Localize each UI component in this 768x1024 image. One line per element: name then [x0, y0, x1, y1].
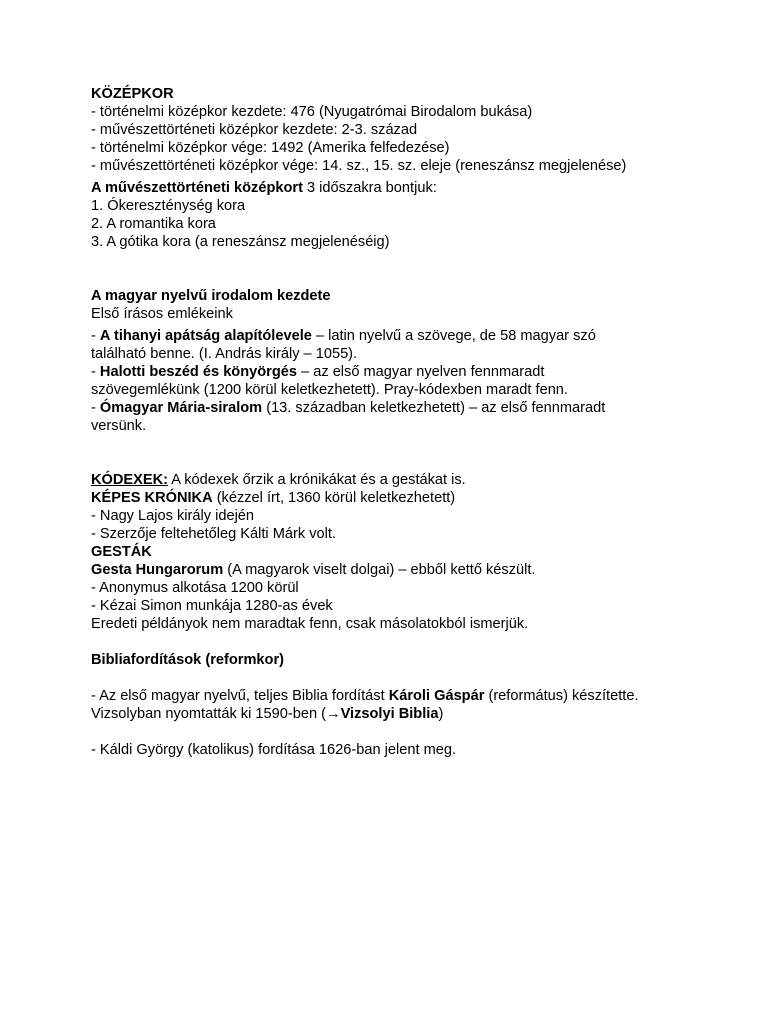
kodexek-text: A kódexek őrzik a krónikákat és a gestákat is. [168, 472, 466, 488]
periods-intro [91, 179, 731, 197]
list-item [91, 363, 731, 381]
list-item: - Szerzője feltehetőleg Kálti Márk volt. [91, 526, 336, 542]
item-text: Vizsolyban nyomtatták ki 1590-ben ( [91, 706, 326, 722]
list-item: - művészettörténeti középkor kezdete: 2-3. század [91, 122, 418, 138]
list-item: - Nagy Lajos király idején [91, 508, 255, 524]
periods-intro-bold: A művészettörténeti középkort [91, 180, 303, 196]
heading-magyar-irodalom: A magyar nyelvű irodalom kezdete [91, 288, 331, 304]
list-item: - Káldi György (katolikus) fordítása 1626-ban jelent meg. [91, 742, 457, 758]
kepes-kronika-text: (kézzel írt, 1360 körül keletkezhetett) [212, 490, 456, 506]
list-item [91, 399, 731, 417]
item-text: (13. században keletkezhetett) – az első fennmaradt [262, 400, 606, 416]
item-text: (református) készítette. [484, 688, 639, 704]
item-text: ) [438, 706, 444, 722]
item-text: - Az első magyar nyelvű, teljes Biblia fordítást [91, 688, 389, 704]
heading-kozepkor: KÖZÉPKOR [91, 86, 174, 102]
gesta-line [91, 561, 731, 579]
item-bold: Halotti beszéd és könyörgés [99, 364, 297, 380]
list-item: 1. Ókereszténység kora [91, 198, 246, 214]
heading-gestak: GESTÁK [91, 544, 152, 560]
item-prefix: - [91, 400, 100, 416]
kodexek-line [91, 471, 731, 489]
kepes-kronika-line [91, 489, 731, 507]
subheading-irasos-emlekek: Első írásos emlékeink [91, 306, 233, 322]
list-item: - Kézai Simon munkája 1280-as évek [91, 598, 333, 614]
vizsolyi-biblia-bold: Vizsolyi Biblia [340, 706, 439, 722]
heading-kodexek: KÓDEXEK: [91, 472, 169, 488]
document-body [91, 85, 731, 759]
list-item [91, 327, 731, 345]
list-item-continuation: található benne. (I. András király – 1055). [91, 346, 358, 362]
arrow-icon: → [325, 706, 341, 722]
list-item: Eredeti példányok nem maradtak fenn, csak másolatokból ismerjük. [91, 616, 529, 632]
list-item-continuation: versünk. [91, 418, 147, 434]
item-bold: Károli Gáspár [388, 688, 485, 704]
list-item: - történelmi középkor kezdete: 476 (Nyugatrómai Birodalom bukása) [91, 104, 533, 120]
list-item [91, 687, 731, 705]
gesta-bold: Gesta Hungarorum [91, 562, 224, 578]
list-item-continuation: szövegemlékünk (1200 körül keletkezhetett). Pray-kódexben maradt fenn. [91, 382, 568, 398]
item-bold: Ómagyar Mária-siralom [99, 400, 263, 416]
periods-intro-text: 3 időszakra bontjuk: [302, 180, 437, 196]
item-text: – latin nyelvű a szövege, de 58 magyar szó [311, 328, 596, 344]
list-item: - Anonymus alkotása 1200 körül [91, 580, 299, 596]
list-item: - történelmi középkor vége: 1492 (Amerika felfedezése) [91, 140, 450, 156]
item-prefix: - [91, 364, 100, 380]
list-item: 3. A gótika kora (a reneszánsz megjelenéséig) [91, 234, 390, 250]
heading-bibliaforditasok: Bibliafordítások (reformkor) [91, 652, 284, 668]
gesta-text: (A magyarok viselt dolgai) – ebből kettő készült. [223, 562, 536, 578]
list-item: - művészettörténeti középkor vége: 14. sz., 15. sz. eleje (reneszánsz megjelenése) [91, 158, 627, 174]
item-text: – az első magyar nyelven fennmaradt [297, 364, 545, 380]
item-prefix: - [91, 328, 100, 344]
item-bold: A tihanyi apátság alapítólevele [99, 328, 312, 344]
list-item-continuation [91, 705, 731, 723]
kepes-kronika-bold: KÉPES KRÓNIKA [91, 490, 213, 506]
list-item: 2. A romantika kora [91, 216, 216, 232]
